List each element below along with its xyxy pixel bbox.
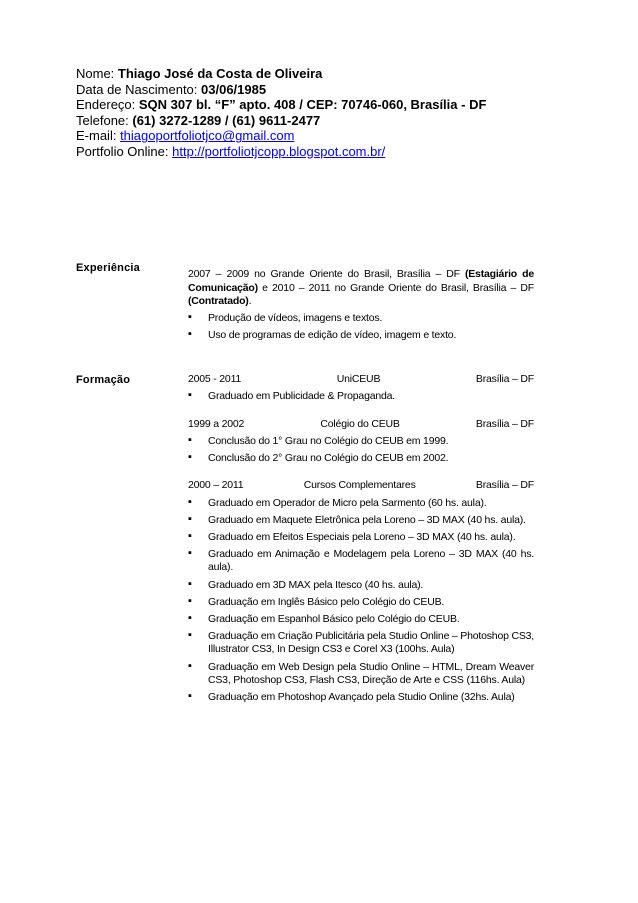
- list-item: ▪ Graduado em Animação e Modelagem pela Loreno – 3D MAX (40 hs. aula).: [188, 548, 534, 575]
- list-item: ▪ Graduação em Web Design pela Studio Online – HTML, Dream Weaver CS3, Photoshop CS3, Flash CS3, Direção de Arte e CSS (116hs. Aula): [188, 661, 534, 688]
- email-link[interactable]: thiagoportfoliotjco@gmail.com: [120, 128, 295, 144]
- education-years: 1999 a 2002: [188, 417, 245, 430]
- portfolio-row: [76, 144, 486, 160]
- experience-text: [188, 268, 534, 309]
- email-label: E-mail:: [76, 128, 121, 144]
- birth-value: 03/06/1985: [201, 81, 267, 97]
- name-row: [76, 66, 486, 82]
- education-institution: Colégio do CEUB: [320, 417, 400, 430]
- education-location: Brasília – DF: [475, 479, 534, 492]
- birth-label: Data de Nascimento:: [76, 81, 202, 97]
- education-entry-header: [188, 373, 534, 387]
- education-title: Formação: [76, 374, 131, 386]
- education-location: Brasília – DF: [475, 373, 534, 385]
- portfolio-link[interactable]: http://portfoliotjcopp.blogspot.com.br/: [172, 143, 386, 159]
- list-item: ▪ Graduado em Operador de Micro pela Sarmento (60 hs. aula).: [188, 497, 534, 511]
- phone-row: [76, 113, 486, 129]
- list-item: ▪ Produção de vídeos, imagens e textos.: [188, 312, 534, 326]
- contact-header: [76, 66, 486, 160]
- email-row: [76, 128, 486, 144]
- birth-row: [76, 82, 486, 98]
- list-item: ▪ Graduação em Photoshop Avançado pela Studio Online (32hs. Aula): [188, 691, 534, 705]
- education-block: [188, 373, 534, 705]
- experience-block: [188, 268, 534, 343]
- education-location: Brasília – DF: [475, 417, 534, 430]
- portfolio-label: Portfolio Online:: [76, 143, 173, 159]
- experience-text-1: 2007 – 2009 no Grande Oriente do Brasil, Brasília – DF: [188, 268, 465, 280]
- list-item: ▪ Graduação em Criação Publicitária pela Studio Online – Photoshop CS3, Illustrator CS3, In Design CS3 e Corel X3 (100hs. Aula): [188, 630, 534, 657]
- education-institution: UniCEUB: [336, 373, 381, 385]
- list-item: ▪ Graduado em Publicidade & Propaganda.: [188, 390, 534, 404]
- experience-title: Experiência: [76, 262, 140, 274]
- list-item: ▪ Graduação em Espanhol Básico pelo Colégio do CEUB.: [188, 613, 534, 627]
- name-value: Thiago José da Costa de Oliveira: [117, 66, 323, 81]
- list-item: ▪ Graduado em Efeitos Especiais pela Loreno – 3D MAX (40 hs. aula).: [188, 531, 534, 545]
- experience-text-2: e 2010 – 2011 no Grande Oriente do Brasil, Brasília – DF: [257, 281, 534, 294]
- address-label: Endereço:: [76, 97, 139, 113]
- education-entry-header: [188, 479, 534, 493]
- phone-value: (61) 3272-1289 / (61) 9611-2477: [132, 112, 321, 128]
- address-row: [76, 97, 486, 113]
- list-item: ▪ Uso de programas de edição de vídeo, imagem e texto.: [188, 329, 534, 343]
- list-item: ▪ Graduado em 3D MAX pela Itesco (40 hs. aula).: [188, 579, 534, 593]
- experience-role-1: (Estagiário de Comunicação): [188, 268, 534, 294]
- list-item: ▪ Conclusão do 2° Grau no Colégio do CEUB em 2002.: [188, 452, 534, 466]
- list-item: ▪ Conclusão do 1° Grau no Colégio do CEUB em 1999.: [188, 435, 534, 449]
- experience-role-2: (Contratado): [188, 295, 249, 308]
- experience-text-end: .: [248, 295, 252, 308]
- name-label: Nome:: [76, 66, 118, 81]
- list-item: ▪ Graduação em Inglês Básico pelo Colégio do CEUB.: [188, 596, 534, 610]
- education-institution: Cursos Complementares: [303, 479, 416, 492]
- list-item: ▪ Graduado em Maquete Eletrônica pela Loreno – 3D MAX (40 hs. aula).: [188, 514, 534, 528]
- education-years: 2000 – 2011: [188, 479, 244, 492]
- phone-label: Telefone:: [76, 112, 133, 128]
- education-years: 2005 - 2011: [188, 373, 242, 385]
- address-value: SQN 307 bl. “F” apto. 408 / CEP: 70746-060, Brasília - DF: [138, 97, 487, 113]
- education-entry-header: [188, 418, 534, 432]
